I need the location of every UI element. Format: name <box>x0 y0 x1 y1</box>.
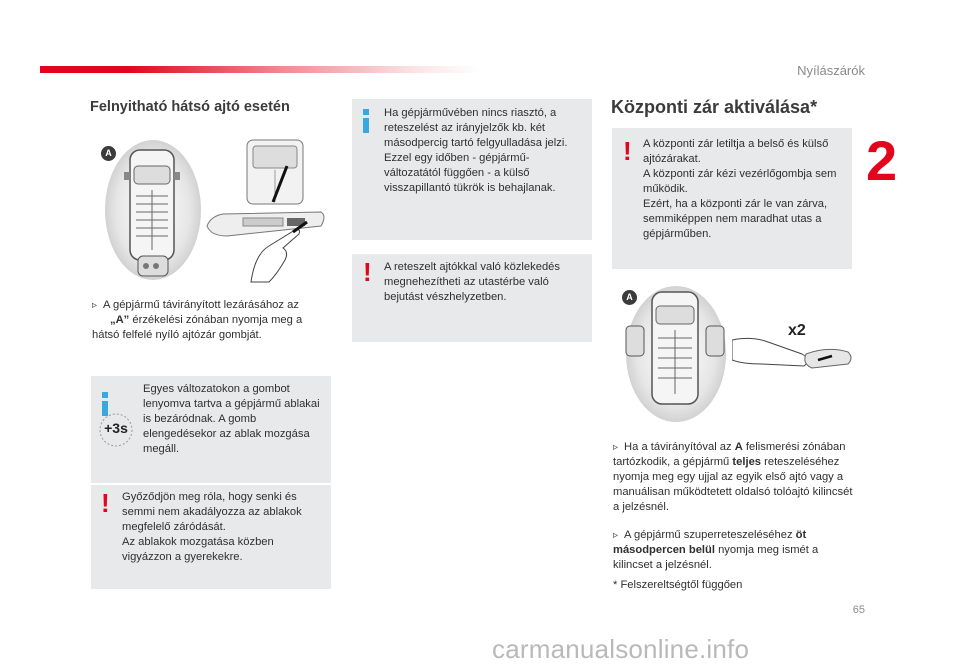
car-zone-svg <box>618 282 728 424</box>
footnote: * Felszereltségtől függően <box>613 579 743 591</box>
bullet-arrow-icon: ▹ <box>92 300 98 311</box>
zone-a-badge-left: A <box>101 146 116 161</box>
timer-label: +3s <box>104 420 128 436</box>
middle-info-text: Ha gépjárművében nincs riasztó, a reteszelést az irányjelzők kb. két másodpercig tartó felgyulladása jelzi. Ezzel egy időben - gépjármű-változatától függően - a külső visszapillantó tükrök is behajlanak. <box>384 107 568 194</box>
middle-warning-text: A reteszelt ajtókkal való közlekedés megnehezítheti az utastérbe való bejutást vészhelyzetben. <box>384 261 560 303</box>
header-red-bar <box>40 66 480 73</box>
remote-key-icon <box>138 256 168 276</box>
illustration-rear-door <box>203 136 333 284</box>
illustration-handle-press <box>732 318 854 390</box>
chapter-number: 2 <box>866 129 898 192</box>
right-bullet-1: ▹ Ha a távirányítóval az A felismerési zónában tartózkodik, a gépjármű teljes reteszeléséhez nyomja meg egy ujjal az egyik első ajtó vagy a manuálisan működtetett oldalsó tolóajtó kilincsét a jelzésnél. <box>613 441 853 513</box>
timer-icon <box>98 412 134 448</box>
warning-exclamation-icon: ! <box>623 136 632 166</box>
warning-exclamation-icon: ! <box>101 488 110 518</box>
bullet-arrow-icon: ▹ <box>613 442 619 453</box>
left-info-text: Egyes változatokon a gombot lenyomva tartva a gépjármű ablakai is bezáródnak. A gomb elengedésekor az ablak mozgása megáll. <box>143 383 320 455</box>
warning-exclamation-icon: ! <box>363 257 372 287</box>
watermark: carmanualsonline.info <box>492 634 750 664</box>
illustration-car-top <box>98 138 203 283</box>
page-number: 65 <box>852 604 865 616</box>
press-twice-label: x2 <box>788 322 806 339</box>
right-bullet-2: ▹ A gépjármű szuperreteszeléséhez öt másodpercen belül nyomja meg ismét a kilincset a jelzésnél. <box>613 529 819 571</box>
left-warning-text: Győződjön meg róla, hogy senki és semmi nem akadályozza az ablakok megfelelő záródását. Az ablakok mozgatása közben vigyázzon a gyerekekre. <box>122 491 302 563</box>
left-bullet-1: ▹ A gépjármű távirányított lezárásához az „A” érzékelési zónában nyomja meg a hátsó felfelé nyíló ajtózár gombját. <box>92 299 303 341</box>
right-warning-text: A központi zár letiltja a belső és külső ajtózárakat. A központi zár kézi vezérlőgombja sem működik. Ezért, ha a központi zár le van zárva, semmiképpen nem maradhat utas a gépjárműben. <box>643 138 837 240</box>
car-top-view-svg <box>98 138 203 283</box>
right-heading: Központi zár aktiválása* <box>611 97 818 117</box>
rear-door-hand-svg <box>203 136 333 284</box>
left-heading: Felnyitható hátsó ajtó esetén <box>90 99 290 115</box>
bullet-arrow-icon: ▹ <box>613 530 619 541</box>
illustration-car-zone-right <box>618 282 728 424</box>
section-title: Nyílászárók <box>797 63 865 78</box>
zone-a-badge-right: A <box>622 290 637 305</box>
